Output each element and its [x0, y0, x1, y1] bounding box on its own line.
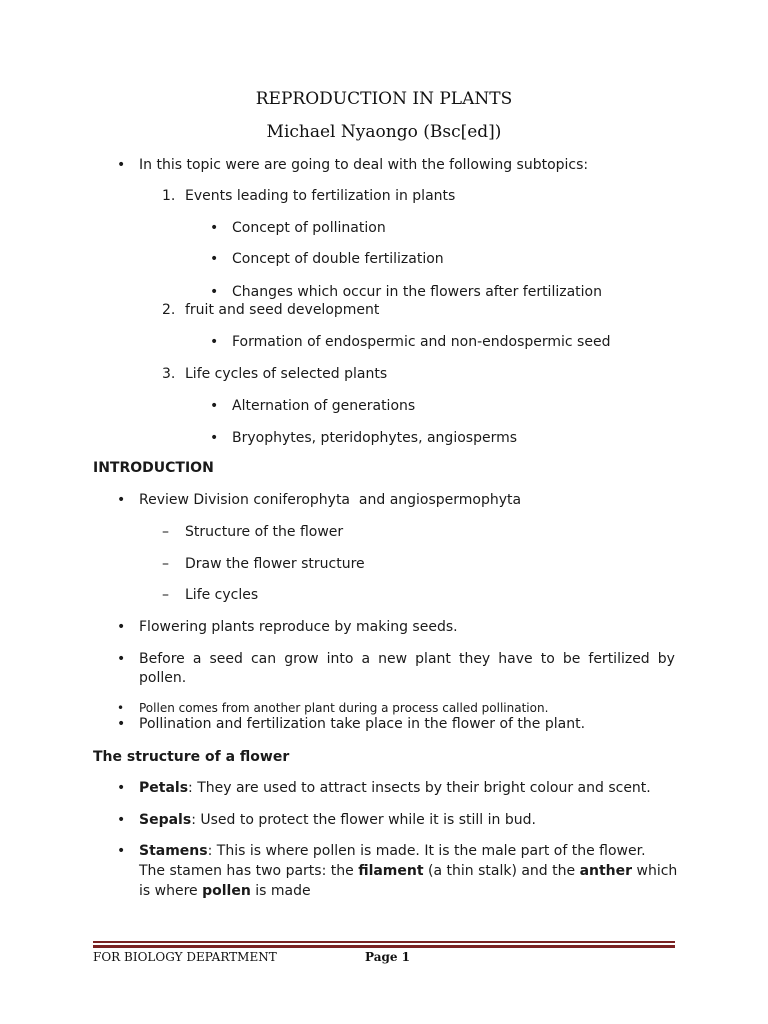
dash-item: Structure of the flower: [185, 524, 344, 540]
anther-term: anther: [579, 863, 633, 879]
justified-word: Before: [139, 651, 185, 667]
footer-department: FOR BIOLOGY DEPARTMENT: [93, 950, 277, 964]
subtopic-number: 2.: [162, 302, 176, 318]
footer-rule: [93, 945, 675, 948]
petals-term: Petals: [139, 780, 189, 796]
dash-item: Life cycles: [185, 587, 259, 603]
flowering-line: Flowering plants reproduce by making seeds.: [139, 619, 458, 635]
dash-icon: –: [162, 556, 169, 572]
bullet-icon: •: [210, 398, 219, 414]
bullet-icon: •: [117, 716, 126, 732]
subtopic-item: Concept of double fertilization: [232, 251, 444, 267]
dash-icon: –: [162, 587, 169, 603]
justified-word: plant: [415, 651, 451, 667]
pollination-fertilization-line: Pollination and fertilization take place in the flower of the plant.: [139, 716, 586, 732]
petals-line: Petals: They are used to attract insects by their bright colour and scent.: [139, 780, 651, 796]
bullet-icon: •: [210, 251, 219, 267]
section-heading-structure: The structure of a flower: [93, 749, 290, 765]
justified-word: seed: [209, 651, 243, 667]
subtopic-item: Changes which occur in the flowers after fertilization: [232, 284, 602, 300]
sepals-term: Sepals: [139, 812, 192, 828]
filament-term: filament: [358, 863, 424, 879]
justified-word: a: [192, 651, 202, 667]
dash-icon: –: [162, 524, 169, 540]
stamens-line: Stamens: This is where pollen is made. It is the male part of the flower.: [139, 843, 646, 859]
sepals-line: Sepals: Used to protect the flower while it is still in bud.: [139, 812, 536, 828]
subtopic-label: Life cycles of selected plants: [185, 366, 388, 382]
pollen-term: pollen: [202, 883, 251, 899]
footer-page-number: Page 1: [365, 950, 411, 964]
subtopic-label: Events leading to fertilization in plants: [185, 188, 456, 204]
justified-word: they: [458, 651, 491, 667]
justified-word: have: [498, 651, 533, 667]
justified-word: into: [326, 651, 354, 667]
before-seed-line-end: pollen.: [139, 670, 187, 686]
bullet-icon: •: [210, 284, 219, 300]
subtopic-item: Bryophytes, pteridophytes, angiosperms: [232, 430, 518, 446]
pollen-comes-line: Pollen comes from another plant during a process called pollination.: [139, 701, 549, 715]
bullet-icon: •: [117, 780, 126, 796]
author-line: Michael Nyaongo (Bsc[ed]): [266, 122, 502, 142]
subtopic-number: 1.: [162, 188, 176, 204]
justified-word: fertilized: [588, 651, 650, 667]
justified-word: be: [562, 651, 581, 667]
justified-word: a: [361, 651, 371, 667]
review-line: Review Division coniferophyta and angiospermophyta: [139, 492, 522, 508]
bullet-icon: •: [117, 812, 126, 828]
subtopic-item: Alternation of generations: [232, 398, 416, 414]
subtopic-item: Formation of endospermic and non-endospermic seed: [232, 334, 611, 350]
section-heading-introduction: INTRODUCTION: [93, 460, 214, 476]
stamen-pollen-line: is where pollen is made: [139, 883, 311, 899]
subtopic-label: fruit and seed development: [185, 302, 380, 318]
subtopic-number: 3.: [162, 366, 176, 382]
justified-word: new: [378, 651, 408, 667]
justified-word: by: [657, 651, 675, 667]
intro-line: In this topic were are going to deal with the following subtopics:: [139, 157, 589, 173]
footer-rule: [93, 941, 675, 943]
justified-word: to: [540, 651, 555, 667]
stamens-term: Stamens: [139, 843, 208, 859]
justified-word: can: [250, 651, 277, 667]
stamen-parts-line: The stamen has two parts: the filament (a thin stalk) and the anther which: [139, 863, 678, 879]
bullet-icon: •: [117, 619, 126, 635]
dash-item: Draw the flower structure: [185, 556, 365, 572]
bullet-icon: •: [117, 157, 126, 173]
page-title: REPRODUCTION IN PLANTS: [255, 89, 513, 109]
bullet-icon: •: [117, 492, 126, 508]
bullet-icon: •: [210, 334, 219, 350]
bullet-icon: •: [210, 220, 219, 236]
bullet-icon: •: [117, 701, 125, 715]
justified-word: grow: [284, 651, 319, 667]
bullet-icon: •: [117, 651, 126, 667]
bullet-icon: •: [117, 843, 126, 859]
bullet-icon: •: [210, 430, 219, 446]
subtopic-item: Concept of pollination: [232, 220, 386, 236]
before-seed-line: [139, 651, 675, 667]
